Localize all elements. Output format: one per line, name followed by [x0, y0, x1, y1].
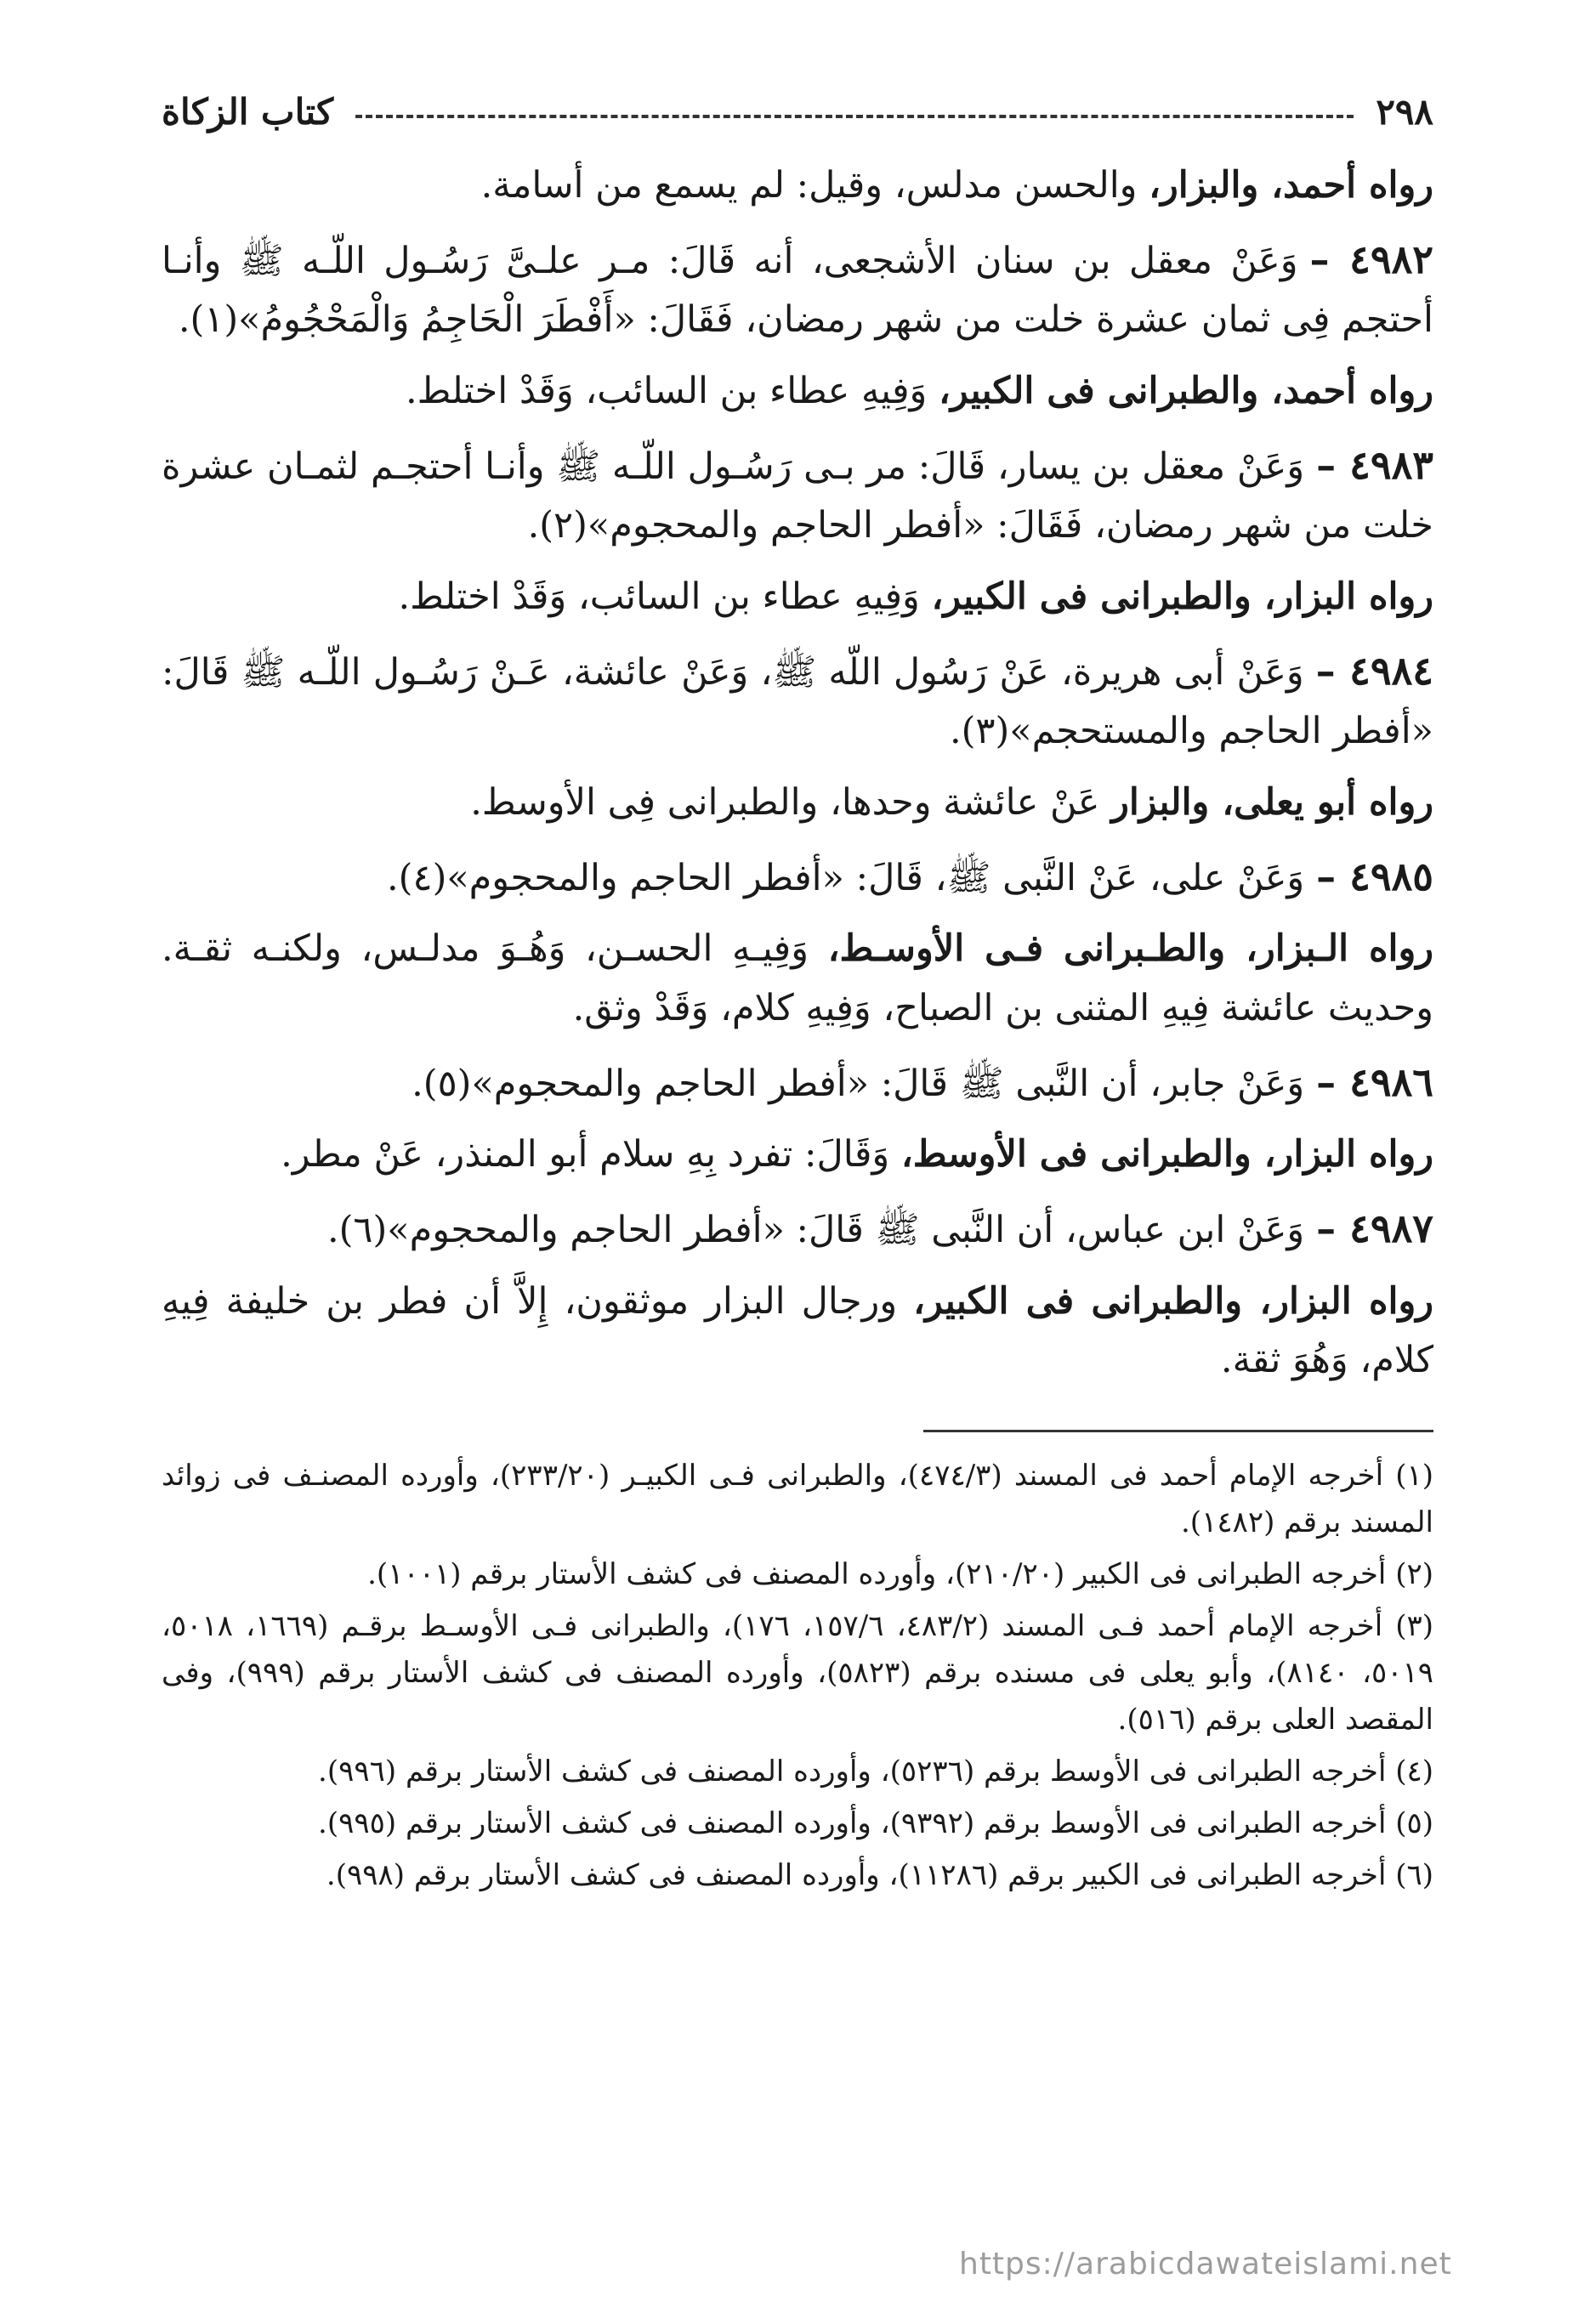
narration-comment: وَفِيـهِ الحسـن، وَهُـوَ مدلـس، ولكنـه ثقـة. وحديث عائشة فِيهِ المثنى بن الصباح، وَفِيهِ كلام، وَقَدْ وثق.: [162, 927, 1433, 1029]
hadith-paragraph: [162, 845, 1433, 909]
hadith-text: وَعَنْ معقل بن يسار، قَالَ: مر بـى رَسُـول اللّـه ﷺ وأنـا أحتجـم لثمـان عشرة خلت من شهر رمضان، فَقَالَ: «أفطر الحاجم والمحجوم»(٢).: [162, 445, 1433, 547]
hadith-number: ٤٩٨٤ –: [1315, 647, 1433, 694]
footnote: (٦) أخرجه الطبرانى فى الكبير برقم (١١٢٨٦)، وأورده المصنف فى كشف الأستار برقم (٩٩٨).: [326, 1858, 1433, 1893]
narration-paragraph: [162, 920, 1433, 1038]
narrators-bold: رواه أبو يعلى، والبزار: [1111, 780, 1433, 824]
footnote: (٤) أخرجه الطبرانى فى الأوسط برقم (٥٢٣٦)، وأورده المصنف فى كشف الأستار برقم (٩٩٦).: [318, 1754, 1433, 1789]
footnote: (١) أخرجه الإمام أحمد فى المسند (٤٧٤/٣)، والطبرانى فـى الكبيـر (٢٣٣/٢٠)، وأورده المصنـف فى زوائد المسند برقم (١٤٨٢).: [162, 1458, 1433, 1539]
narrators-bold: رواه البزار، والطبرانى فى الأوسط،: [900, 1133, 1433, 1176]
narration-comment: والحسن مدلس، وقيل: لم يسمع من أسامة.: [480, 164, 1149, 207]
narration-paragraph: [162, 774, 1433, 833]
hadith-number: ٤٩٨٢ –: [1309, 235, 1433, 282]
narration-paragraph: [162, 156, 1433, 216]
hadith-paragraph: [162, 228, 1433, 350]
book-title: كتاب الزكاة: [162, 90, 334, 133]
narrators-bold: رواه الـبزار، والطـبرانى فـى الأوسـط،: [827, 927, 1433, 971]
page-number: ٢٩٨: [1376, 90, 1433, 133]
running-header: [162, 82, 1433, 141]
narrators-bold: رواه البزار، والطبرانى فى الكبير،: [931, 575, 1433, 618]
narration-paragraph: [162, 1125, 1433, 1185]
hadith-paragraph: [162, 639, 1433, 762]
main-text: [162, 156, 1433, 1391]
hadith-number: ٤٩٨٣ –: [1316, 441, 1433, 488]
hadith-number: ٤٩٨٧ –: [1316, 1205, 1433, 1251]
hadith-number: ٤٩٨٥ –: [1316, 853, 1433, 899]
hadith-text: وَعَنْ أبى هريرة، عَنْ رَسُول اللّه ﷺ، وَعَنْ عائشة، عَـنْ رَسُـول اللّـه ﷺ قَالَ: «أفطر الحاجم والمستحجم»(٣).: [162, 650, 1433, 753]
narrators-bold: رواه أحمد، والطبرانى فى الكبير،: [938, 369, 1433, 412]
hadith-text: وَعَنْ معقل بن سنان الأشجعى، أنه قَالَ: مـر علـىَّ رَسُـول اللّـه ﷺ وأنـا أحتجم فِى ثمان عشرة خلت من شهر رمضان، فَقَالَ: «أَفْطَرَ الْحَاجِمُ وَالْمَحْجُومُ»(١).: [162, 239, 1433, 342]
hadith-paragraph: [162, 434, 1433, 556]
footnote: (٣) أخرجه الإمام أحمد فـى المسند (٤٨٣/٢، ١٥٧/٦، ١٧٦)، والطبرانى فـى الأوسـط برقـم (١٦٦٩، ٥٠١٨، ٥٠١٩، ٨١٤٠)، وأبو يعلى فى مسنده برقم (٥٨٢٣)، وأورده المصنف فى كشف الأستار برقم (٩٩٩)، وفى المقصد العلى برقم (٥١٦).: [162, 1609, 1434, 1737]
narrators-bold: رواه البزار، والطبرانى فى الكبير،: [913, 1279, 1433, 1323]
narration-comment: وَقَالَ: تفرد بِهِ سلام أبو المنذر، عَنْ مطر.: [281, 1133, 901, 1176]
narration-comment: وَفِيهِ عطاء بن السائب، وَقَدْ اختلط.: [398, 575, 932, 618]
hadith-paragraph: [162, 1051, 1433, 1114]
header-dashed-rule: [355, 115, 1354, 118]
hadith-number: ٤٩٨٦ –: [1316, 1058, 1433, 1105]
footnote: (٥) أخرجه الطبرانى فى الأوسط برقم (٩٣٩٢)، وأورده المصنف فى كشف الأستار برقم (٩٩٥).: [318, 1806, 1433, 1841]
narration-comment: وَفِيهِ عطاء بن السائب، وَقَدْ اختلط.: [405, 369, 939, 412]
hadith-paragraph: [162, 1197, 1433, 1261]
narration-comment: عَنْ عائشة وحدها، والطبرانى فِى الأوسط.: [470, 780, 1112, 824]
narration-paragraph: [162, 568, 1433, 627]
hadith-text: وَعَنْ ابن عباس، أن النَّبى ﷺ قَالَ: «أفطر الحاجم والمحجوم»(٦).: [326, 1208, 1305, 1251]
footnote-separator: [923, 1430, 1433, 1432]
narration-paragraph: [162, 1273, 1433, 1391]
hadith-text: وَعَنْ جابر، أن النَّبى ﷺ قَالَ: «أفطر الحاجم والمحجوم»(٥).: [412, 1062, 1305, 1105]
narration-comment: ورجال البزار موثقون، إِلاَّ أن فطر بن خليفة فِيهِ كلام، وَهُوَ ثقة.: [162, 1279, 1433, 1382]
watermark-url[interactable]: https://arabicdawateislami.net: [959, 2247, 1452, 2281]
narration-paragraph: [162, 362, 1433, 422]
narrators-bold: رواه أحمد، والبزار،: [1149, 164, 1433, 207]
footnotes: [162, 1453, 1433, 1900]
footnote: (٢) أخرجه الطبرانى فى الكبير (٢١٠/٢٠)، وأورده المصنف فى كشف الأستار برقم (١٠٠١).: [367, 1556, 1433, 1591]
hadith-text: وَعَنْ على، عَنْ النَّبى ﷺ، قَالَ: «أفطر الحاجم والمحجوم»(٤).: [387, 856, 1305, 899]
